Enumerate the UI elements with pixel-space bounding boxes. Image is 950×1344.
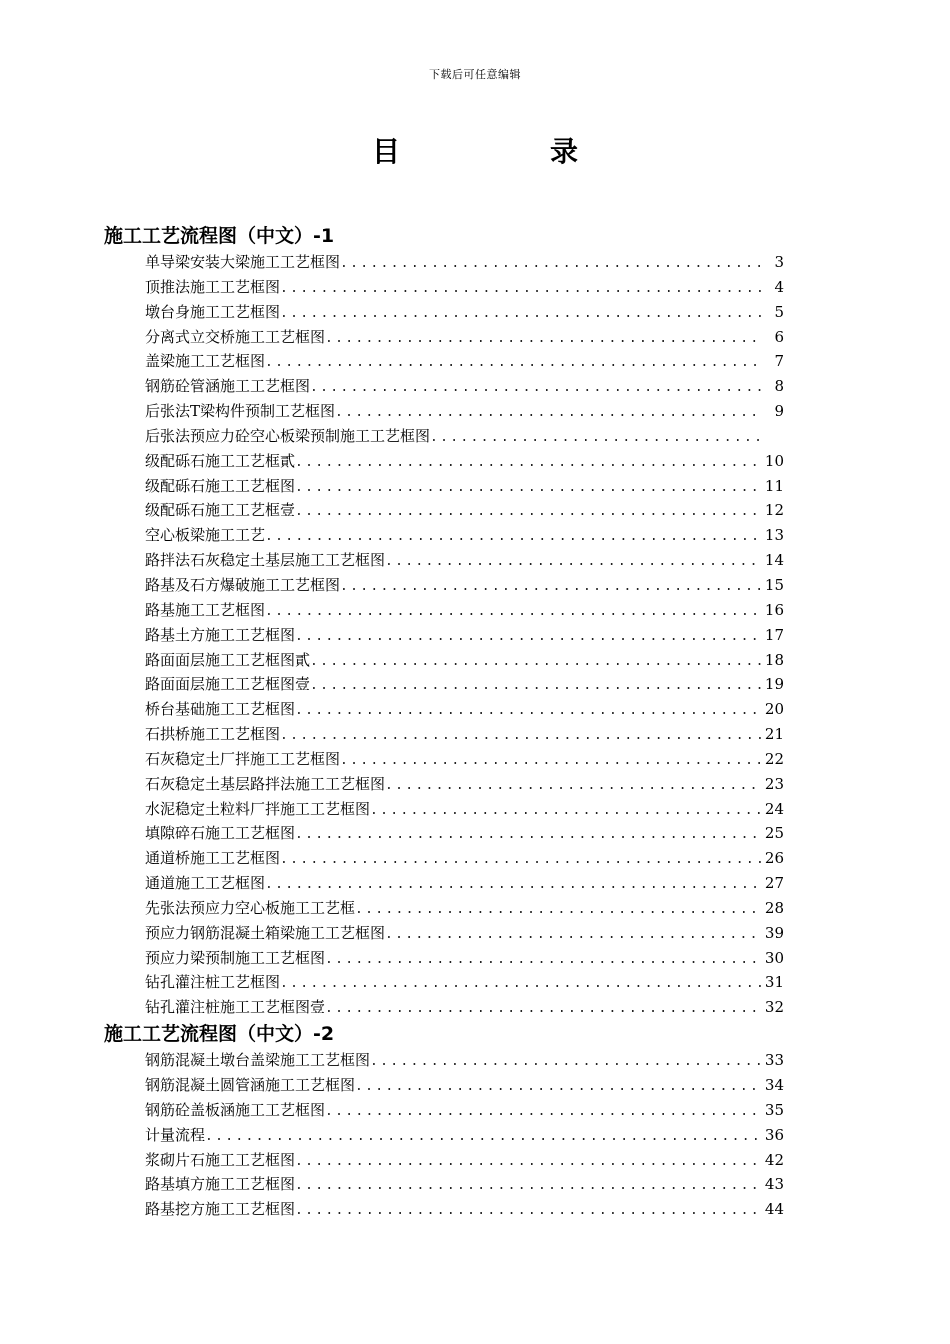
toc-entry-label: 路基及石方爆破施工工艺框图 xyxy=(145,575,341,594)
toc-page-number: 27 xyxy=(764,874,784,893)
toc-page-number: 39 xyxy=(764,923,784,942)
toc-entry-label: 路拌法石灰稳定土基层施工工艺框图 xyxy=(145,551,386,570)
toc-dot-leader xyxy=(325,327,762,352)
toc-entry-label: 计量流程 xyxy=(145,1125,206,1144)
toc-entry[interactable] xyxy=(145,523,784,548)
toc-page-number: 20 xyxy=(764,700,784,719)
toc-dot-leader xyxy=(295,476,762,501)
title-char-1: 目 xyxy=(371,135,400,168)
toc-entry[interactable] xyxy=(145,747,784,772)
toc-dot-leader xyxy=(280,302,762,327)
toc-dot-leader xyxy=(355,1075,762,1100)
toc-page-number: 3 xyxy=(774,253,784,271)
toc-page-number: 36 xyxy=(764,1125,784,1144)
toc-entry[interactable] xyxy=(145,1123,784,1148)
toc-dot-leader xyxy=(280,848,762,873)
toc-entry[interactable] xyxy=(145,449,784,474)
toc-dot-leader xyxy=(325,948,762,973)
toc-entry-label: 盖梁施工工艺框图 xyxy=(145,352,266,371)
toc-entry[interactable] xyxy=(145,573,784,598)
toc-entry-label: 钢筋砼管涵施工工艺框图 xyxy=(145,377,311,396)
toc-page-number: 26 xyxy=(764,849,784,868)
toc-dot-leader xyxy=(265,873,762,898)
toc-entry-label: 分离式立交桥施工工艺框图 xyxy=(145,327,326,346)
toc-entry-label: 浆砌片石施工工艺框图 xyxy=(145,1150,296,1169)
toc-entry-label: 钢筋砼盖板涵施工工艺框图 xyxy=(145,1100,326,1119)
toc-entry-label: 路面面层施工工艺框图壹 xyxy=(145,675,311,694)
toc-entry[interactable] xyxy=(145,1098,784,1123)
toc-dot-leader xyxy=(355,898,762,923)
toc-page-number: 44 xyxy=(764,1200,784,1219)
toc-dot-leader xyxy=(325,997,762,1022)
toc-dot-leader xyxy=(370,1050,762,1075)
toc-entry-label: 钻孔灌注桩工艺框图 xyxy=(145,973,281,992)
toc-dot-leader xyxy=(295,699,762,724)
toc-page-number: 15 xyxy=(764,575,784,594)
toc-page-number: 31 xyxy=(764,973,784,992)
toc-entry[interactable] xyxy=(145,1172,784,1197)
toc-entry[interactable] xyxy=(145,772,784,797)
toc-entry-label: 墩台身施工工艺框图 xyxy=(145,302,281,321)
toc-entry-label: 后张法T梁构件预制工艺框图 xyxy=(145,402,336,421)
toc-dot-leader xyxy=(385,923,762,948)
toc-dot-leader xyxy=(370,799,762,824)
toc-dot-leader xyxy=(295,451,762,476)
toc-entry-label: 钢筋混凝土墩台盖梁施工工艺框图 xyxy=(145,1051,371,1070)
toc-page-number: 17 xyxy=(764,625,784,644)
toc-dot-leader xyxy=(280,277,762,302)
document-title xyxy=(0,130,950,170)
toc-entry[interactable] xyxy=(145,871,784,896)
toc-page-number: 21 xyxy=(764,725,784,744)
toc-page-number: 24 xyxy=(764,799,784,818)
toc-entry[interactable] xyxy=(145,548,784,573)
toc-page-number: 8 xyxy=(774,377,784,396)
toc-entry[interactable] xyxy=(145,921,784,946)
toc-dot-leader xyxy=(280,972,762,997)
toc-entry[interactable] xyxy=(145,250,784,275)
toc-entry-label: 石拱桥施工工艺框图 xyxy=(145,725,281,744)
toc-entry[interactable] xyxy=(145,325,784,350)
toc-entry-label: 预应力梁预制施工工艺框图 xyxy=(145,948,326,967)
toc-entry-label: 先张法预应力空心板施工工艺框 xyxy=(145,898,356,917)
toc-page-number: 33 xyxy=(764,1051,784,1070)
toc-entry-label: 路基挖方施工工艺框图 xyxy=(145,1200,296,1219)
toc-entry[interactable] xyxy=(145,946,784,971)
toc-entry-label: 路基土方施工工艺框图 xyxy=(145,625,296,644)
toc-entry[interactable] xyxy=(145,474,784,499)
toc-page-number: 28 xyxy=(764,898,784,917)
toc-page-number: 16 xyxy=(764,600,784,619)
toc-dot-leader xyxy=(430,426,762,451)
toc-dot-leader xyxy=(265,351,762,376)
toc-page-number: 32 xyxy=(764,998,784,1017)
toc-entry[interactable] xyxy=(145,399,784,424)
toc-page-number: 11 xyxy=(764,476,784,495)
toc-entry-label: 预应力钢筋混凝土箱梁施工工艺框图 xyxy=(145,923,386,942)
toc-dot-leader xyxy=(295,500,762,525)
toc-dot-leader xyxy=(205,1125,762,1150)
toc-entry[interactable] xyxy=(145,1048,784,1073)
toc-dot-leader xyxy=(310,674,762,699)
header-note: 下载后可任意编辑 xyxy=(429,68,521,81)
toc-entry-label: 水泥稳定土粒料厂拌施工工艺框图 xyxy=(145,799,371,818)
toc-page-number: 5 xyxy=(774,302,784,321)
toc-dot-leader xyxy=(335,401,762,426)
table-of-contents xyxy=(104,222,784,1222)
toc-dot-leader xyxy=(385,774,762,799)
toc-page-number: 19 xyxy=(764,675,784,694)
toc-dot-leader xyxy=(280,724,762,749)
toc-page-number: 9 xyxy=(774,402,784,421)
toc-entry[interactable] xyxy=(145,374,784,399)
toc-entry[interactable] xyxy=(145,1197,784,1222)
toc-entry[interactable] xyxy=(145,797,784,822)
toc-entry[interactable] xyxy=(145,275,784,300)
toc-page-number: 23 xyxy=(764,774,784,793)
toc-page-number: 12 xyxy=(764,501,784,520)
toc-entry-label: 钻孔灌注桩施工工艺框图壹 xyxy=(145,998,326,1017)
toc-page-number: 14 xyxy=(764,551,784,570)
toc-page-number: 7 xyxy=(774,352,784,371)
toc-entry[interactable] xyxy=(145,672,784,697)
toc-page-number: 22 xyxy=(764,749,784,768)
toc-dot-leader xyxy=(310,650,762,675)
toc-page-number: 43 xyxy=(764,1175,784,1194)
toc-page-number: 13 xyxy=(764,526,784,545)
toc-entry-label: 顶推法施工工艺框图 xyxy=(145,277,281,296)
toc-page-number: 34 xyxy=(764,1076,784,1094)
toc-entry[interactable] xyxy=(145,846,784,871)
toc-entry[interactable] xyxy=(145,722,784,747)
toc-entry-label: 通道施工工艺框图 xyxy=(145,874,266,893)
toc-page-number: 25 xyxy=(764,824,784,843)
toc-entry[interactable] xyxy=(145,648,784,673)
toc-dot-leader xyxy=(265,525,762,550)
toc-dot-leader xyxy=(265,600,762,625)
toc-entry-label: 石灰稳定土基层路拌法施工工艺框图 xyxy=(145,774,386,793)
toc-page-number: 30 xyxy=(764,948,784,967)
toc-dot-leader xyxy=(340,252,762,277)
toc-dot-leader xyxy=(340,575,762,600)
toc-entry-label: 通道桥施工工艺框图 xyxy=(145,849,281,868)
toc-page-number: 4 xyxy=(774,277,784,296)
toc-entry-label: 级配砾石施工工艺框貳 xyxy=(145,451,296,470)
toc-entry[interactable] xyxy=(145,623,784,648)
toc-dot-leader xyxy=(385,550,762,575)
toc-page-number: 42 xyxy=(764,1150,784,1169)
toc-entry-label: 单导梁安装大梁施工工艺框图 xyxy=(145,253,341,271)
toc-dot-leader xyxy=(295,1174,762,1199)
toc-entry[interactable] xyxy=(145,697,784,722)
toc-dot-leader xyxy=(295,625,762,650)
toc-dot-leader xyxy=(295,1199,762,1224)
toc-entry[interactable] xyxy=(145,424,784,449)
toc-entry-label: 路面面层施工工艺框图貳 xyxy=(145,650,311,669)
toc-entry-label: 钢筋混凝土圆管涵施工工艺框图 xyxy=(145,1076,356,1094)
toc-entry-label: 级配砾石施工工艺框图 xyxy=(145,476,296,495)
toc-section-heading[interactable]: 施工工艺流程图（中文）-2 xyxy=(104,1023,335,1046)
toc-entry[interactable] xyxy=(145,896,784,921)
toc-page-number: 10 xyxy=(764,451,784,470)
toc-dot-leader xyxy=(325,1100,762,1125)
toc-entry-label: 后张法预应力砼空心板梁预制施工工艺框图 xyxy=(145,426,431,445)
toc-entry-label: 路基填方施工工艺框图 xyxy=(145,1175,296,1194)
toc-dot-leader xyxy=(295,1150,762,1175)
toc-page-number: 35 xyxy=(764,1100,784,1119)
toc-entry[interactable] xyxy=(145,349,784,374)
toc-section-heading[interactable]: 施工工艺流程图（中文）-1 xyxy=(104,225,335,247)
toc-dot-leader xyxy=(340,749,762,774)
toc-entry-label: 级配砾石施工工艺框壹 xyxy=(145,501,296,520)
toc-entry[interactable] xyxy=(145,970,784,995)
toc-entry[interactable] xyxy=(145,598,784,623)
toc-dot-leader xyxy=(310,376,762,401)
toc-entry[interactable] xyxy=(145,498,784,523)
toc-entry-label: 石灰稳定土厂拌施工工艺框图 xyxy=(145,749,341,768)
toc-entry[interactable] xyxy=(145,300,784,325)
toc-entry-label: 桥台基础施工工艺框图 xyxy=(145,700,296,719)
toc-dot-leader xyxy=(295,823,762,848)
toc-entry-label: 填隙碎石施工工艺框图 xyxy=(145,824,296,843)
toc-entry[interactable] xyxy=(145,821,784,846)
toc-entry[interactable] xyxy=(145,995,784,1020)
toc-entry[interactable] xyxy=(145,1148,784,1173)
toc-entry[interactable] xyxy=(145,1073,784,1098)
toc-page-number: 6 xyxy=(774,327,784,346)
toc-entry-label: 空心板梁施工工艺 xyxy=(145,526,266,545)
toc-page-number: 18 xyxy=(764,650,784,669)
toc-entry-label: 路基施工工艺框图 xyxy=(145,600,266,619)
title-char-2: 录 xyxy=(550,135,579,168)
